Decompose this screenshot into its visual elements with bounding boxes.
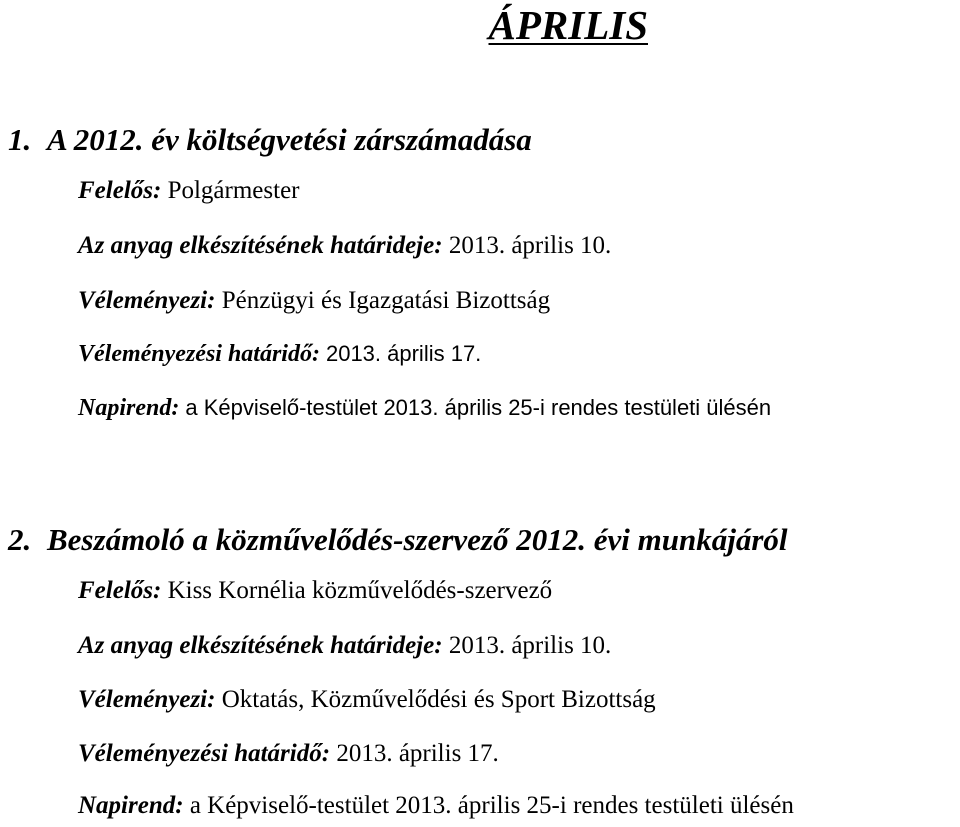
field-value: 2013. április 17. (336, 740, 499, 767)
field-label: Napirend: (78, 395, 180, 421)
reviewer-field (78, 286, 550, 316)
material-deadline-field (78, 631, 611, 661)
agenda-item-title: A 2012. év költségvetési zárszámadása (47, 122, 532, 157)
responsible-field (78, 576, 552, 606)
agenda-item-number: 2. (8, 522, 32, 557)
field-label: Véleményezi: (78, 686, 216, 713)
material-deadline-field (78, 231, 611, 261)
field-label: Az anyag elkészítésének határideje: (78, 632, 443, 659)
review-deadline-field (78, 339, 481, 369)
field-value: Kiss Kornélia közművelődés-szervező (167, 577, 553, 604)
field-label: Véleményezi: (78, 287, 216, 314)
agenda-item-title: Beszámoló a közművelődés-szervező 2012. évi munkájáról (47, 522, 788, 557)
field-value: Pénzügyi és Igazgatási Bizottság (221, 287, 551, 314)
agenda-item-heading (8, 522, 788, 558)
page-title: ÁPRILIS (488, 2, 648, 48)
field-value: 2013. április 10. (448, 232, 612, 259)
field-value: Polgármester (167, 177, 300, 204)
field-label: Az anyag elkészítésének határideje: (78, 232, 443, 259)
field-label: Felelős: (78, 577, 162, 604)
agenda-field (78, 791, 794, 821)
field-label: Napirend: (78, 792, 184, 819)
field-value: Oktatás, Közművelődési és Sport Bizottság (221, 686, 656, 713)
responsible-field (78, 176, 300, 206)
reviewer-field (78, 685, 656, 715)
review-deadline-field (78, 739, 499, 769)
field-value: a Képviselő-testület 2013. április 25-i rendes testületi ülésén (189, 792, 794, 819)
field-label: Véleményezési határidő: (78, 341, 320, 367)
field-label: Véleményezési határidő: (78, 740, 331, 767)
agenda-item-number: 1. (8, 122, 32, 157)
field-value: 2013. április 10. (448, 632, 612, 659)
field-value: a Képviselő-testület 2013. április 25-i rendes testületi ülésén (185, 395, 772, 420)
agenda-field (78, 393, 771, 423)
field-label: Felelős: (78, 177, 162, 204)
agenda-item-heading (8, 122, 532, 158)
field-value: 2013. április 17. (325, 341, 482, 366)
